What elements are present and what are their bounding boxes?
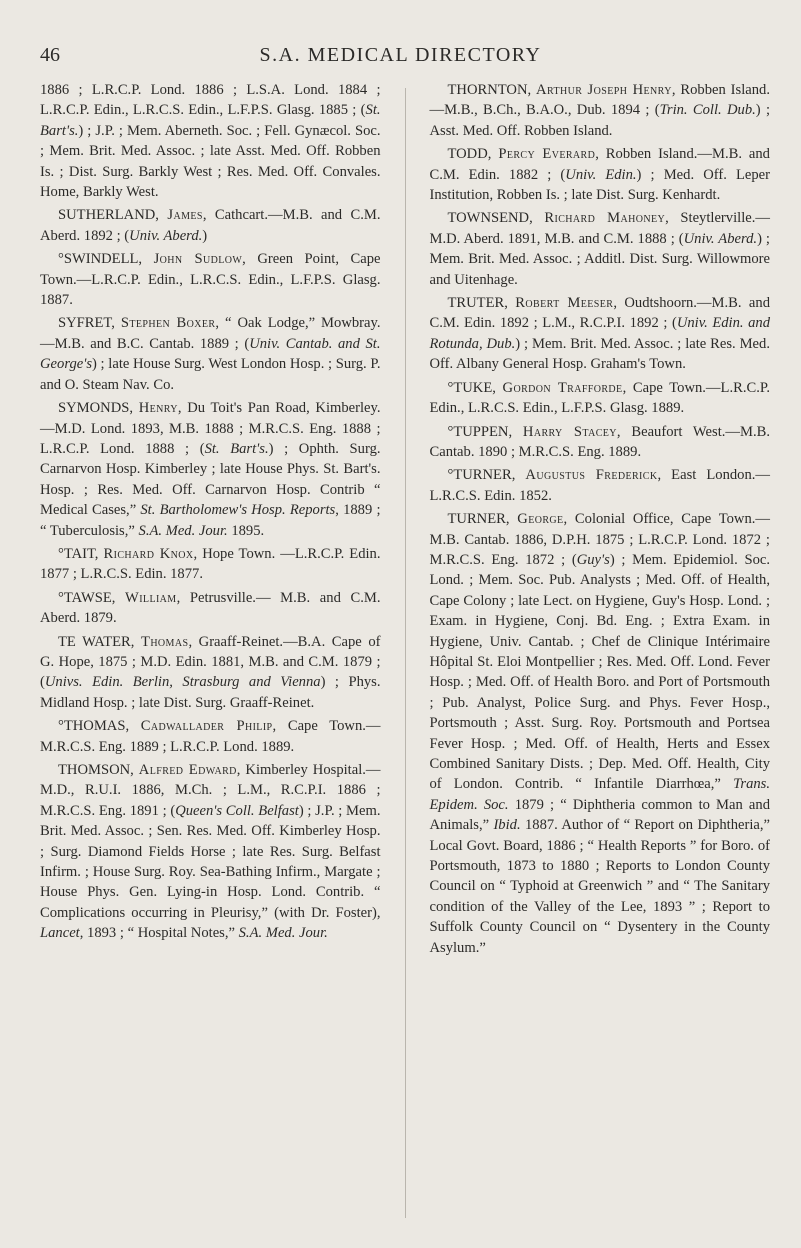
entry-italic-text: Ibid. (493, 817, 521, 834)
directory-entry (40, 716, 381, 757)
directory-entry (429, 144, 770, 205)
entry-text: SYMONDS, (58, 400, 139, 417)
entry-text: , Hope Town. —L.R.C.P. Edin. 1877 ; L.R.C.S. Edin. 1877. (40, 545, 381, 583)
entry-given-names: Augustus Frederick (525, 467, 658, 484)
entry-italic-text: Univ. Aberd. (129, 227, 203, 244)
entry-text: ) ; J.P. ; Mem. Brit. Med. Assoc. ; Sen. Res. Med. Off. Kimberley Hosp. ; Surg. Diamond Fields Horse ; late Res. Surg. Belfast Infirm. ; House Surg. Roy. Sea-Bathing Infirm., Margate ; House Phys. Gen. Lying-in Hosp. Lond. Contrib. “ Complications occurring in Pleurisy,” (with Dr. Foster), (40, 802, 381, 921)
entry-text: TE WATER, (58, 633, 141, 650)
entry-given-names: Richard Knox (103, 545, 194, 562)
entry-text: , East London.—L.R.C.S. Edin. 1852. (429, 467, 771, 504)
entry-given-names: Richard Mahoney (544, 210, 666, 227)
entry-text: TRUTER, (447, 295, 516, 312)
entry-given-names: Arthur Joseph Henry (536, 82, 672, 98)
entry-text: ) ; Mem. Epidemiol. Soc. Lond. ; Mem. Soc. Pub. Analysts ; Med. Off. of Health, Cape Colony ; late Lect. on Hygiene, Guy's Hosp. Lond. ; Exam. in Hygiene, Conj. Bd. Eng. ; Extra Exam. in Hygiene, Univ. Cantab. ; Chef de Clinique Intérimaire Hôpital St. Eloi Montpellier ; Res. Med. Off. Lond. Fever Hosp. ; Med. Off. of Health Boro. and Port of Portsmouth ; Pub. Analyst, Police Surg. and Phys. Fever Hosp., Portsmouth ; Asst. Surg. Roy. Portsmouth and Portsea Fever Hosp. ; Med. Off. of Health, Herts and Essex Combined Sanitary Dists. ; Dep. Med. Off. Health, City of London. Contrib. “ Infantile Diarrhœa,” (429, 551, 770, 793)
directory-entry (40, 760, 381, 944)
entry-text: , Robben Island.—M.B., B.Ch., B.A.O., Dub. 1894 ; ( (429, 82, 770, 119)
entry-given-names: Thomas (141, 633, 189, 650)
entry-given-names: Harry Stacey (522, 423, 617, 440)
entry-text: , Robben Island.—M.B. and C.M. Edin. 1882 ; ( (429, 146, 770, 183)
entry-text: , Colonial Office, Cape Town.—M.B. Cantab. 1886, D.P.H. 1875 ; L.R.C.P. Lond. 1872 ; M.R.C.S. Eng. 1872 ; ( (429, 511, 771, 568)
directory-entry (40, 205, 381, 246)
entry-italic-text: Univ. Aberd. (683, 230, 758, 247)
entry-given-names: Henry (138, 400, 178, 417)
entry-italic-text: Guy's (576, 551, 610, 568)
entry-text: ) ; Med. Off. Leper Institution, Robben Is. ; late Dist. Surg. Kenhardt. (429, 166, 770, 204)
entry-text: , Green Point, Cape Town.—L.R.C.P. Edin., L.R.C.S. Edin., L.F.P.S. Glasg. 1887. (40, 251, 381, 309)
entry-text: ) ; late House Surg. West London Hosp. ; Surg. P. and O. Steam Nav. Co. (40, 356, 381, 393)
directory-entry (429, 378, 770, 419)
entry-italic-text: Trin. Coll. Dub. (659, 102, 756, 119)
entry-text: , 1893 ; “ Hospital Notes,” (79, 925, 239, 942)
directory-entry (429, 509, 770, 958)
directory-entry (40, 544, 381, 585)
two-column-body (40, 80, 770, 1218)
entry-text: °TUKE, (447, 379, 503, 396)
entry-given-names: Cadwallader Philip (140, 718, 273, 735)
entry-text: °TUPPEN, (447, 423, 523, 440)
entry-text: , Graaff-Reinet.—B.A. Cape of G. Hope, 1875 ; M.D. Edin. 1881, M.B. and C.M. 1879 ; ( (40, 633, 381, 691)
entry-text: ) ; Phys. Midland Hosp. ; late Dist. Surg. Graaff-Reinet. (40, 674, 381, 711)
entry-text: , Steytlerville.—M.D. Aberd. 1891, M.B. and C.M. 1888 ; ( (429, 210, 770, 247)
directory-entry (40, 249, 381, 310)
entry-text: ) ; Ophth. Surg. Carnarvon Hosp. Kimberley ; late House Phys. St. Bart's. Hosp. ; Res. Med. Off. Carnarvon Hosp. Contrib “ Medical Cases,” (40, 440, 381, 519)
directory-entry (429, 465, 770, 506)
entry-italic-text: Univ. Cantab. and St. George's (40, 335, 381, 373)
page-number: 46 (40, 44, 60, 66)
entry-given-names: John Sudlow (153, 251, 243, 268)
entry-italic-text: Queen's Coll. Belfast (175, 802, 299, 819)
entry-given-names: Percy Everard (498, 146, 596, 163)
directory-entry (40, 313, 381, 395)
page-header (40, 44, 761, 74)
entry-text: , Kimberley Hospital.—M.D., R.U.I. 1886, M.Ch. ; L.M., R.C.P.I. 1886 ; M.R.C.S. Eng. 1891 ; ( (40, 762, 381, 819)
entry-italic-text: S.A. Med. Jour. (238, 925, 328, 942)
entry-given-names: William (125, 589, 177, 606)
entry-italic-text: St. Bartholomew's Hosp. Reports (140, 502, 336, 519)
entry-text: , Petrusville.— M.B. and C.M. Aberd. 1879. (40, 589, 381, 627)
entry-text: TOWNSEND, (447, 210, 545, 227)
directory-entry (40, 632, 381, 714)
entry-text: °TURNER, (447, 467, 526, 484)
entry-italic-text: S.A. Med. Jour. (138, 522, 228, 539)
entry-text: °TAWSE, (58, 589, 126, 606)
entry-text: ) ; Mem. Brit. Med. Assoc. ; Additl. Dist. Surg. Willowmore and Uitenhage. (429, 230, 770, 288)
entry-text: , Cathcart.—M.B. and C.M. Aberd. 1892 ; ( (40, 207, 381, 244)
directory-entry (429, 80, 770, 141)
directory-entry (40, 398, 381, 541)
directory-entry (40, 588, 381, 629)
entry-text: , “ Oak Lodge,” Mowbray.—M.B. and B.C. Cantab. 1889 ; ( (40, 315, 381, 352)
entry-italic-text: Univ. Edin. (565, 166, 637, 183)
entry-text: °TAIT, (58, 545, 104, 562)
entry-italic-text: Univ. Edin. and Rotunda, Dub. (429, 315, 770, 352)
entry-text: 1895. (227, 522, 265, 539)
entry-text: SYFRET, (58, 315, 121, 332)
entry-text: 1886 ; L.R.C.P. Lond. 1886 ; L.S.A. Lond. 1884 ; L.R.C.P. Edin., L.R.C.S. Edin., L.F.P.S. Glasg. 1885 ; ( (40, 82, 381, 119)
entry-text: , 1889 ; “ Tuberculosis,” (40, 502, 381, 539)
left-column (40, 80, 381, 1218)
entry-given-names: George (517, 511, 564, 528)
entry-text: THOMSON, (58, 762, 139, 778)
entry-italic-text: St. Bart's. (204, 440, 269, 457)
directory-entry (429, 208, 770, 290)
entry-text: 1887. Author of “ Report on Diphtheria,” Local Govt. Board, 1886 ; “ Health Reports ” for Boro. of Portsmouth, 1873 to 1880 ; Reports to London County Council on “ Typhoid at Greenwich ” and “ The Sanitary condition of the Valley of the Lee, 1893 ” ; Report to Suffolk County Council on “ Dysentery in the County Asylum.” (429, 817, 770, 956)
entry-text: THORNTON, (447, 82, 537, 98)
entry-italic-text: Lancet (40, 925, 80, 942)
entry-text: , Du Toit's Pan Road, Kimberley.—M.D. Lond. 1893, M.B. 1888 ; M.R.C.S. Eng. 1888 ; L.R.C.P. Lond. 1888 ; ( (40, 400, 381, 457)
entry-text: °THOMAS, (58, 718, 141, 735)
entry-text: 1879 ; “ Diphtheria common to Man and Animals,” (429, 796, 770, 834)
entry-italic-text: Trans. Epidem. Soc. (429, 776, 770, 813)
entry-italic-text: Univs. Edin. Berlin, Strasburg and Vienna (44, 674, 321, 691)
right-column (429, 80, 770, 1218)
entry-text: , Cape Town.—M.R.C.S. Eng. 1889 ; L.R.C.P. Lond. 1889. (40, 718, 381, 755)
entry-given-names: Stephen Boxer (120, 315, 216, 332)
entry-text: , Oudtshoorn.—M.B. and C.M. Edin. 1892 ; L.M., R.C.P.I. 1892 ; ( (429, 295, 770, 332)
directory-entry (429, 293, 770, 375)
entry-text: ) ; J.P. ; Mem. Aberneth. Soc. ; Fell. Gynæcol. Soc. ; Mem. Brit. Med. Assoc. ; late Asst. Med. Off. Robben Is. ; Dist. Surg. Barkly West ; Res. Med. Off. Convales. Home, Barkly West. (40, 122, 381, 201)
entry-text: ) (202, 227, 208, 244)
entry-text: , Beaufort West.—M.B. Cantab. 1890 ; M.R.C.S. Eng. 1889. (429, 423, 770, 460)
entry-text: °SWINDELL, (58, 251, 154, 268)
column-divider (405, 88, 406, 1218)
entry-text: SUTHERLAND, (58, 207, 168, 224)
entry-given-names: Robert Meeser (515, 295, 614, 312)
running-head: S.A. MEDICAL DIRECTORY (259, 44, 542, 66)
entry-text: TODD, (447, 146, 499, 163)
entry-italic-text: St. Bart's. (40, 102, 381, 139)
entry-text: ) ; Asst. Med. Off. Robben Island. (429, 102, 771, 139)
entry-text: ) ; Mem. Brit. Med. Assoc. ; late Res. Med. Off. Albany General Hosp. Graham's Town. (429, 335, 770, 373)
entry-given-names: Alfred Edward (138, 762, 237, 778)
entry-text: , Cape Town.—L.R.C.P. Edin., L.R.C.S. Edin., L.F.P.S. Glasg. 1889. (429, 379, 770, 417)
directory-entry (40, 80, 381, 202)
entry-given-names: Gordon Trafforde (502, 379, 623, 396)
directory-entry (429, 422, 770, 463)
entry-text: TURNER, (447, 511, 518, 528)
entry-given-names: James (167, 207, 203, 224)
